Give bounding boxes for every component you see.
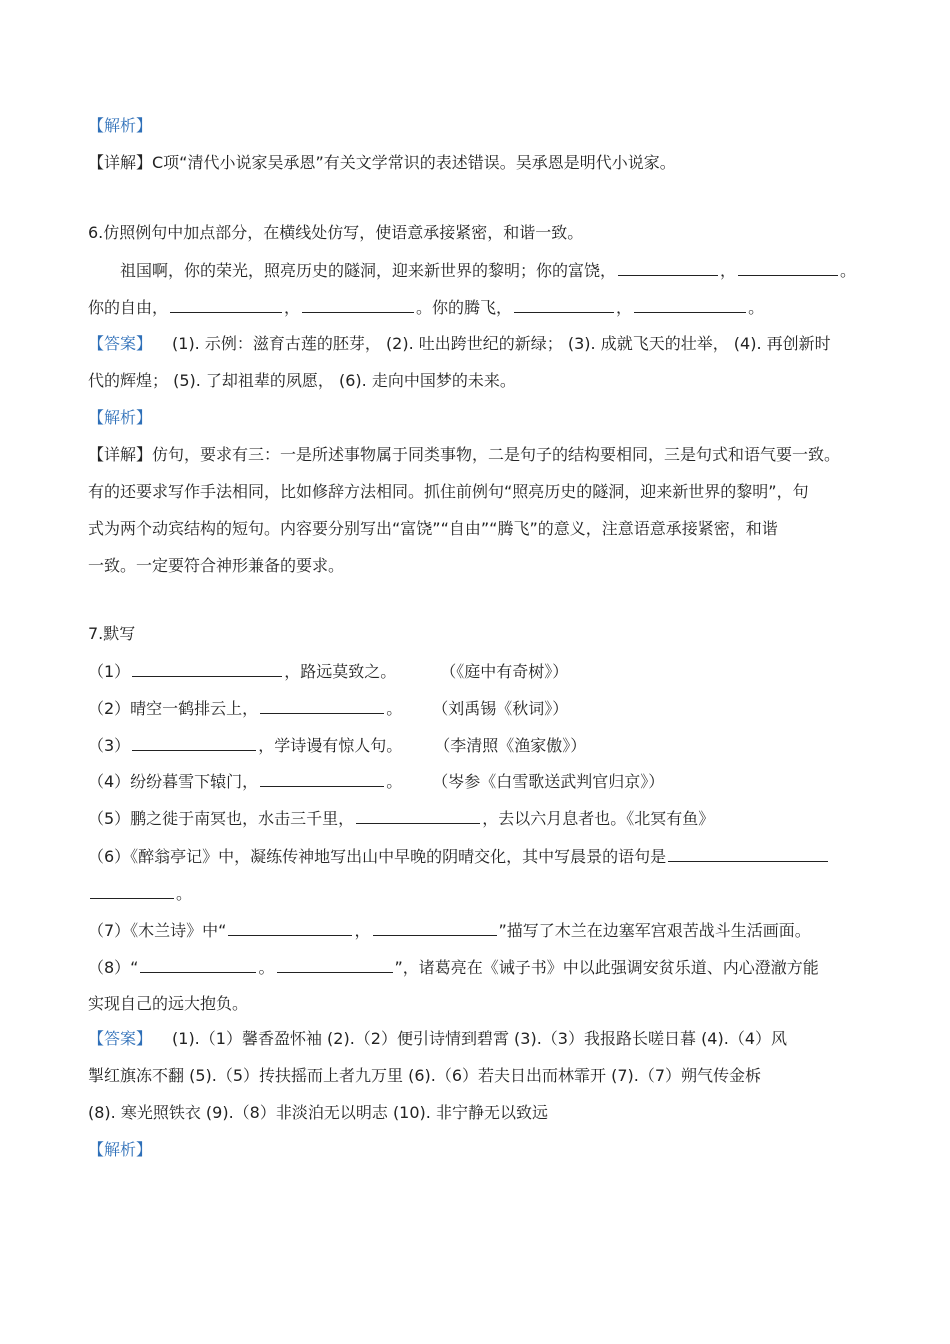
answer-blank[interactable] <box>132 660 282 677</box>
item-text: （3） <box>88 736 131 755</box>
item-text: （1） <box>88 662 131 681</box>
q7-item-6-line2 <box>88 882 888 905</box>
q7-item-6 <box>88 845 888 868</box>
answer-blank[interactable] <box>634 296 746 313</box>
q7-item-2 <box>88 697 888 720</box>
q5-detail: 【详解】C项“清代小说家吴承恩”有关文学常识的表述错误。吴承恩是明代小说家。 <box>88 153 676 172</box>
answer-blank[interactable] <box>738 259 838 276</box>
answer-blank[interactable] <box>228 919 352 936</box>
q6-detail-line3: 式为两个动宾结构的短句。内容要分别写出“富饶”“自由”“腾飞”的意义，注意语意承接紧密，和谐 <box>88 519 778 538</box>
q7-item-8 <box>88 956 888 979</box>
item-text: （7）《木兰诗》中“ <box>88 921 227 940</box>
q7-answer-line1 <box>88 1028 888 1050</box>
answer-tag: 【答案】 <box>88 1029 153 1048</box>
q7-answer-line2: 掣红旗冻不翻 (5).（5）抟扶摇而上者九万里 (6).（6）若夫日出而林霏开 (7).（7）朔气传金柝 <box>88 1066 762 1085</box>
q7-item-7 <box>88 919 888 942</box>
jiexi-tag: 【解析】 <box>88 116 153 135</box>
jiexi-label-3 <box>88 1139 888 1161</box>
q6-answer-line2: 代的辉煌； (5). 了却祖辈的夙愿， (6). 走向中国梦的未来。 <box>88 371 516 390</box>
q6-example-text: 。你的腾飞， <box>416 298 513 317</box>
item-text: （2）晴空一鹤排云上， <box>88 699 259 718</box>
jiexi-label-2 <box>88 407 888 429</box>
answer-blank[interactable] <box>302 296 414 313</box>
item-text: ， <box>354 921 371 940</box>
item-text: 。 <box>258 958 275 977</box>
answer-blank[interactable] <box>132 734 256 751</box>
answer-blank[interactable] <box>668 845 828 862</box>
answer-blank[interactable] <box>356 807 480 824</box>
q6-title: 6.仿照例句中加点部分，在横线处仿写，使语意承接紧密，和谐一致。 <box>88 223 584 242</box>
punct: 。 <box>840 261 857 280</box>
item-text: 。 <box>386 772 403 791</box>
item-text: ”描写了木兰在边塞军宫艰苦战斗生活画面。 <box>498 921 811 940</box>
answer-blank[interactable] <box>90 882 174 899</box>
item-text: 。 <box>386 699 403 718</box>
q7-title: 7.默写 <box>88 624 136 643</box>
answer-blank[interactable] <box>373 919 497 936</box>
item-source: （李清照《渔家傲》） <box>434 736 587 755</box>
item-text: （8）“ <box>88 958 139 977</box>
q7-item-4 <box>88 770 888 793</box>
jiexi-tag: 【解析】 <box>88 1140 153 1159</box>
answer-blank[interactable] <box>277 956 393 973</box>
answer-blank[interactable] <box>260 697 384 714</box>
q7-item-3 <box>88 734 888 757</box>
answer-tag: 【答案】 <box>88 334 153 353</box>
item-text: ，去以六月息者也。《北冥有鱼》 <box>482 809 715 828</box>
q7-answer-text: (1).（1）馨香盈怀袖 (2).（2）便引诗情到碧霄 (3).（3）我报路长嗟日暮 (4).（4）风 <box>172 1029 787 1048</box>
q7-item-8-line2: 实现自己的远大抱负。 <box>88 994 249 1013</box>
answer-blank[interactable] <box>140 956 256 973</box>
punct: ， <box>284 298 301 317</box>
q6-answer-line1 <box>88 333 888 355</box>
item-source: （岑参《白雪歌送武判官归京》） <box>432 772 665 791</box>
item-source: （《庭中有奇树》） <box>440 662 569 681</box>
q6-example-text: 祖国啊，你的荣光，照亮历史的隧洞，迎来新世界的黎明；你的富饶， <box>120 261 617 280</box>
punct: 。 <box>748 298 765 317</box>
jiexi-label-1 <box>88 115 888 137</box>
q6-detail-line4: 一致。一定要符合神形兼备的要求。 <box>88 556 345 575</box>
punct: ， <box>616 298 633 317</box>
answer-blank[interactable] <box>260 770 384 787</box>
q6-detail-line2: 有的还要求写作手法相同，比如修辞方法相同。抓住前例句“照亮历史的隧洞，迎来新世界的黎明”，句 <box>88 482 809 501</box>
item-text: ，路远莫致之。 <box>284 662 397 681</box>
jiexi-tag: 【解析】 <box>88 408 153 427</box>
punct: ， <box>720 261 737 280</box>
answer-blank[interactable] <box>170 296 282 313</box>
q6-example-line1 <box>120 259 920 282</box>
item-text: （6）《醉翁亭记》中，凝练传神地写出山中早晚的阴晴交化，其中写晨景的语句是 <box>88 847 667 866</box>
item-text: （4）纷纷暮雪下辕门， <box>88 772 259 791</box>
q7-answer-line3: (8). 寒光照铁衣 (9).（8）非淡泊无以明志 (10). 非宁静无以致远 <box>88 1103 548 1122</box>
q7-item-1 <box>88 660 888 683</box>
item-source: （刘禹锡《秋词》） <box>432 699 569 718</box>
item-text: ，学诗谩有惊人句。 <box>258 736 403 755</box>
answer-blank[interactable] <box>514 296 614 313</box>
answer-blank[interactable] <box>618 259 718 276</box>
q6-example-line2 <box>88 296 888 319</box>
item-text: ”，诸葛亮在《诫子书》中以此强调安贫乐道、内心澄澈方能 <box>394 958 819 977</box>
item-text: 。 <box>176 884 193 903</box>
q7-item-5 <box>88 807 888 830</box>
q6-example-text: 你的自由， <box>88 298 169 317</box>
q6-answer-text: (1). 示例：滋育古莲的胚芽， (2). 吐出跨世纪的新绿； (3). 成就飞天的壮举， (4). 再创新时 <box>172 334 831 353</box>
q6-detail-line1: 【详解】仿句，要求有三：一是所述事物属于同类事物，二是句子的结构要相同，三是句式和语气要一致。 <box>88 445 841 464</box>
item-text: （5）鹏之徙于南冥也，水击三千里， <box>88 809 355 828</box>
